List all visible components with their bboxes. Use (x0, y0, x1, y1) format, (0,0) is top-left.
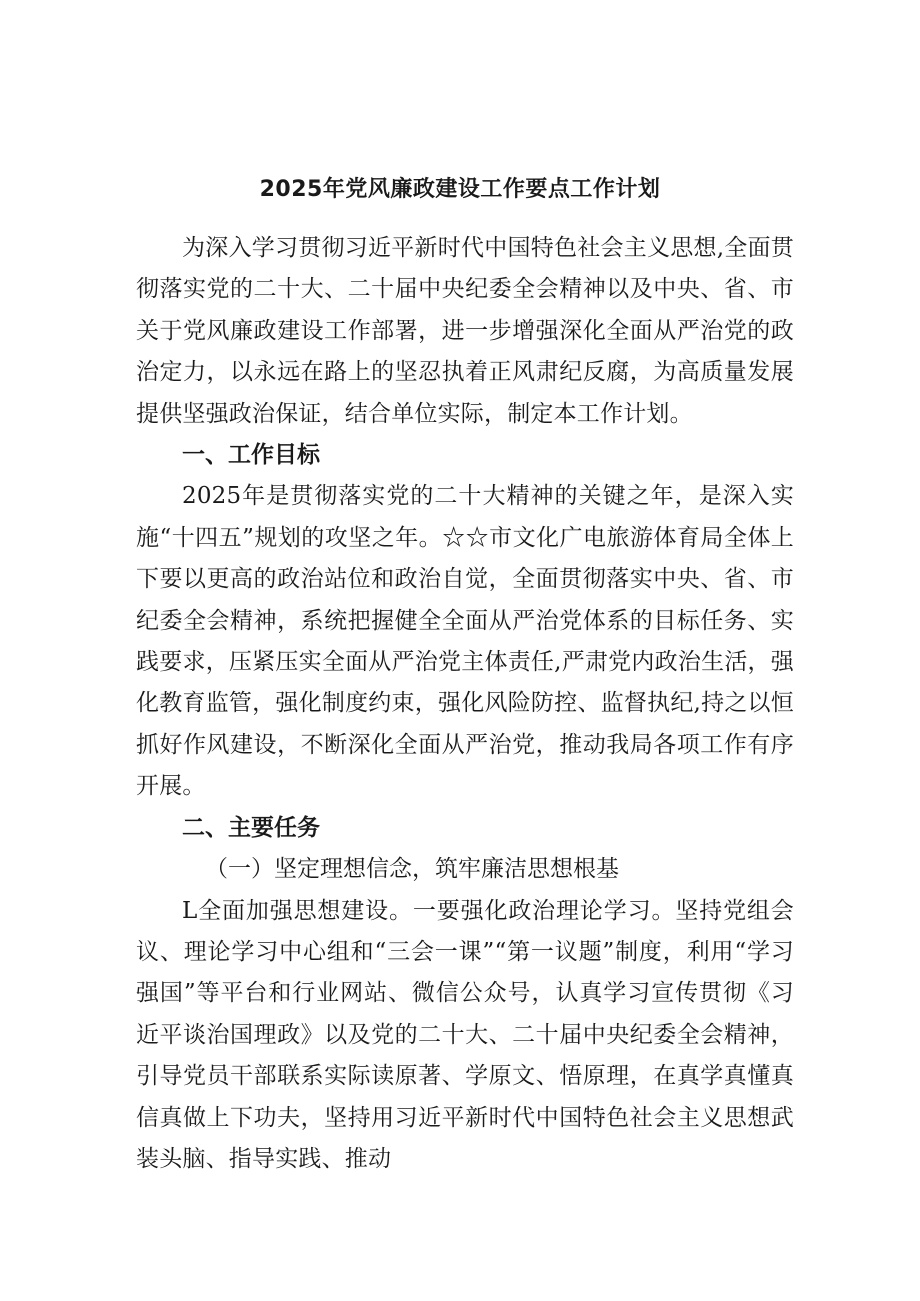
section-heading-tasks: 二、主要任务 (182, 814, 320, 841)
ideals-paragraph: L全面加强思想建设。一要强化政治理论学习。坚持党组会议、理论学习中心组和“三会一课”“第一议题”制度，利用“学习强国”等平台和行业网站、微信公众号，认真学习宣传贯彻《习近平谈治国理政》以及党的二十大、二十届中央纪委全会精神，引导党员干部联系实际读原著、学原文、悟原理，在真学真懂真信真做上下功夫，坚持用习近平新时代中国特色社会主义思想武装头脑、指导实践、推动 (136, 897, 794, 1172)
document-body (136, 228, 794, 1180)
goals-paragraph: 2025年是贯彻落实党的二十大精神的关键之年，是深入实施“十四五”规划的攻坚之年。☆☆市文化广电旅游体育局全体上下要以更高的政治站位和政治自觉，全面贯彻落实中央、省、市纪委全会精神，系统把握健全全面从严治党体系的目标任务、实践要求，压紧压实全面从严治党主体责任,严肃党内政治生活，强化教育监管，强化制度约束，强化风险防控、监督执纪,持之以恒抓好作风建设，不断深化全面从严治党，推动我局各项工作有序开展。 (136, 483, 794, 800)
document-title: 2025年党风廉政建设工作要点工作计划 (259, 177, 661, 202)
section-heading-goals: 一、工作目标 (182, 442, 320, 469)
subsection-heading-ideals: （一）坚定理想信念，筑牢廉洁思想根基 (205, 856, 619, 883)
intro-paragraph: 为深入学习贯彻习近平新时代中国特色社会主义思想,全面贯彻落实党的二十大、二十届中央纪委全会精神以及中央、省、市关于党风廉政建设工作部署，进一步增强深化全面从严治党的政治定力，以永远在路上的坚忍执着正风肃纪反腐，为高质量发展提供坚强政治保证，结合单位实际，制定本工作计划。 (136, 235, 794, 427)
